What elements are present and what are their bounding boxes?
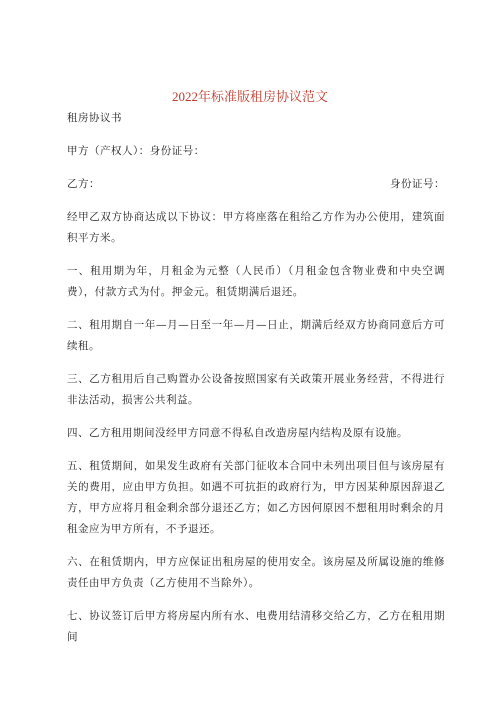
party-a-line: 甲方（产权人）：身份证号： — [67, 145, 205, 157]
party-b-label: 乙方： — [67, 178, 100, 190]
document-body — [67, 108, 445, 660]
party-b-line — [67, 174, 445, 195]
document-title: 2022年标准版租房协议范文 — [171, 89, 328, 104]
paragraph-clause-4: 四、乙方租用期间没经甲方同意不得私自改造房屋内结构及原有设施。 — [67, 427, 408, 439]
party-b-id-label: 身份证号： — [390, 178, 445, 190]
paragraph-intro: 经甲乙双方协商达成以下协议：甲方将座落在租给乙方作为办公使用，建筑面积平方米。 — [67, 211, 445, 244]
document-subtitle: 租房协议书 — [67, 112, 122, 124]
paragraph-clause-7: 七、协议签订后甲方将房屋内所有水、电费用结清移交给乙方，乙方在租用期间 — [67, 610, 445, 643]
paragraph-clause-2: 二、租用期自一年—月—日至一年—月—日止，期满后经双方协商同意后方可续租。 — [67, 319, 445, 352]
paragraph-clause-6: 六、在租赁期内，甲方应保证出租房屋的使用安全。该房屋及所属设施的维修责任由甲方负责（乙方使用不当除外）。 — [67, 556, 445, 589]
paragraph-clause-3: 三、乙方租用后自己购置办公设备按照国家有关政策开展业务经营，不得进行非法活动，损害公共利益。 — [67, 373, 445, 406]
paragraph-clause-1: 一、租用期为年，月租金为元整（人民币）（月租金包含物业费和中央空调费），付款方式为付。押金元。租赁期满后退还。 — [67, 265, 445, 298]
paragraph-clause-5: 五、租赁期间，如果发生政府有关部门征收本合同中未列出项目但与该房屋有关的费用，应由甲方负担。如遇不可抗拒的政府行为，甲方因某种原因辞退乙方，甲方应将月租金剩余部分退还乙方；如乙方因何原因不想租用时剩余的月租金应为甲方所有，不予退还。 — [67, 460, 445, 535]
